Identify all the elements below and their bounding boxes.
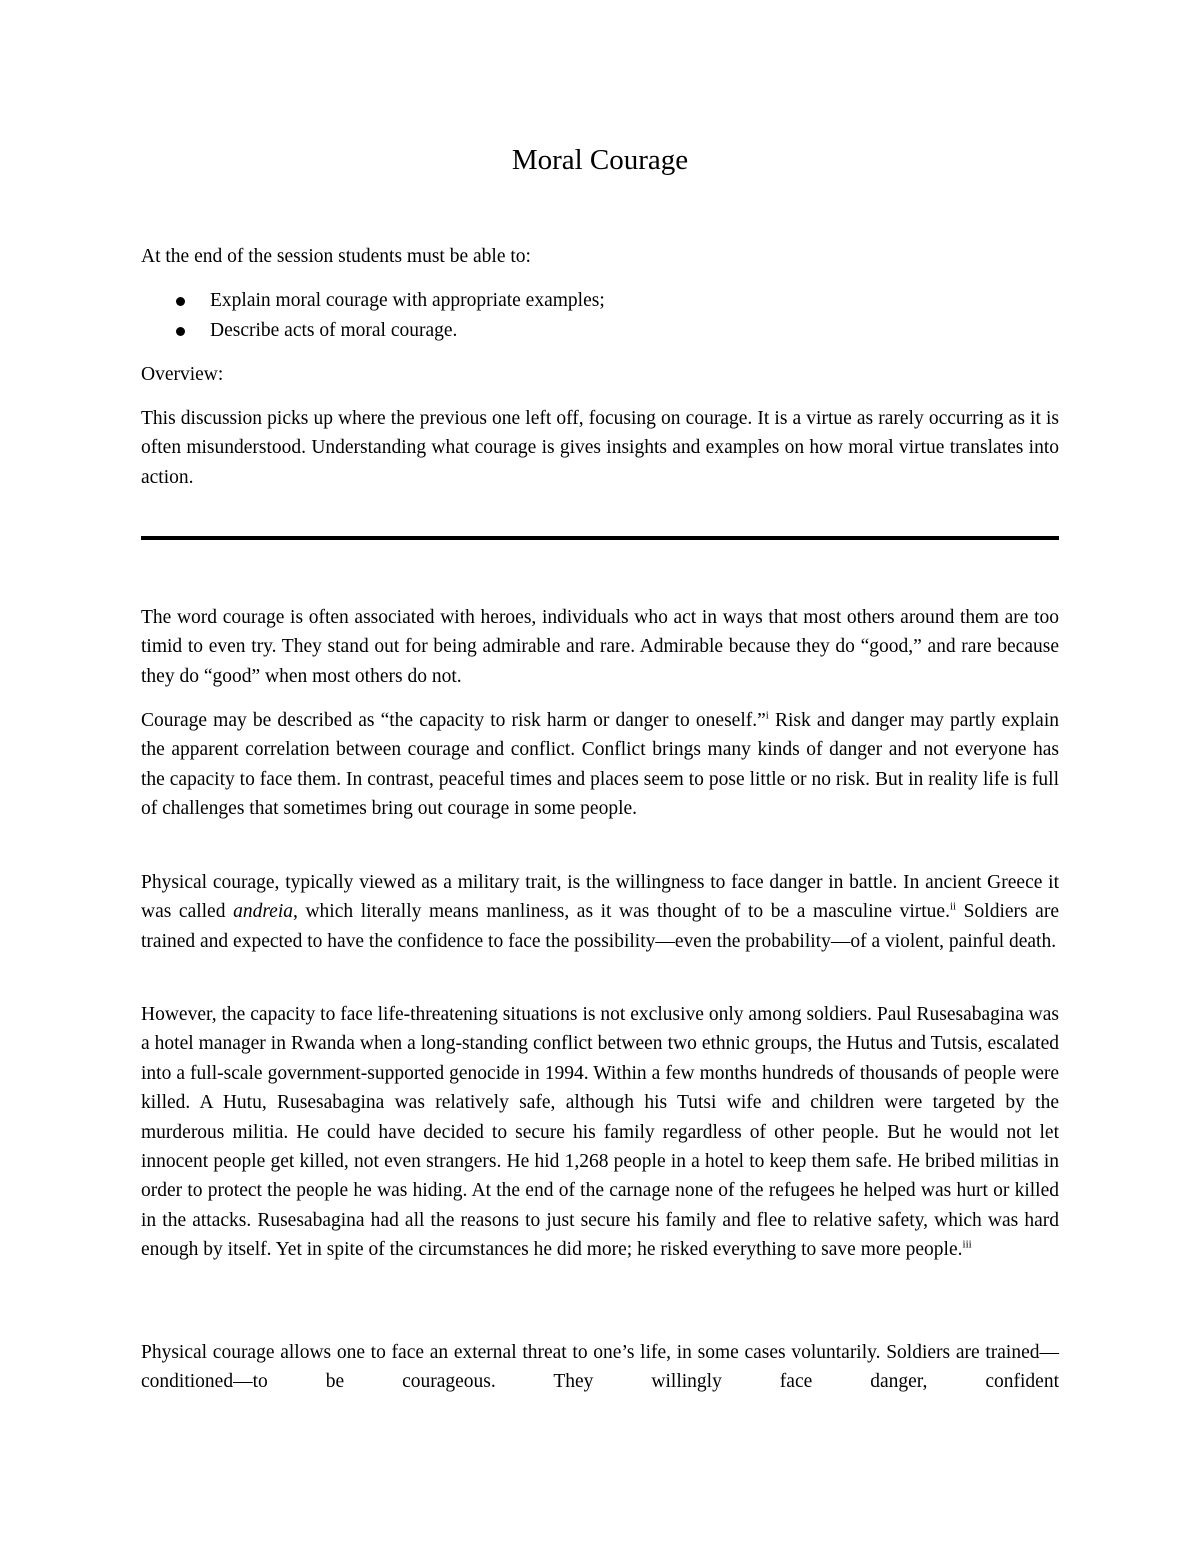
paragraph-text: Risk and danger may partly explain the apparent correlation between courage and conflict. Conflict brings many kinds of danger and not everyone has the capacity to face them. In contrast, peaceful times and places seem to pose little or no risk. But in reality life is full of challenges that sometimes bring out courage in some people. (141, 710, 1059, 820)
list-item (141, 316, 1059, 346)
paragraph-text: However, the capacity to face life-threatening situations is not exclusive only among soldiers. Paul Rusesabagina was a hotel manager in Rwanda when a long-standing conflict between two ethnic groups, the Hutus and Tutsis, escalated into a full-scale government-supported genocide in 1994. Within a few months hundreds of thousands of people were killed. A Hutu, Rusesabagina was relatively safe, although his Tutsi wife and children were targeted by the murderous militia. He could have decided to secure his family regardless of other people. But he would not let innocent people get killed, not even strangers. He hid 1,268 people in a hotel to keep them safe. He bribed militias in order to protect the people he was hiding. At the end of the carnage none of the refugees he helped was hurt or killed in the attacks. Rusesabagina had all the reasons to just secure his family and flee to relative safety, which was hard enough by itself. Yet in spite of the circumstances he did more; he risked everything to save more people. (141, 1004, 1059, 1261)
paragraph-text: , which literally means manliness, as it was thought of to be a masculine virtue. (293, 901, 950, 923)
paragraph-courage-heroes: The word courage is often associated with heroes, individuals who act in ways that most others around them are too timid to even try. They stand out for being admirable and rare. Admirable because they do “good,” and rare because they do “good” when most others do not. (141, 607, 1059, 687)
paragraph-rusesabagina (141, 1000, 1059, 1265)
emphasized-term: andreia (233, 901, 294, 923)
document-title: Moral Courage (511, 144, 689, 176)
endnote-marker: iii (962, 1238, 972, 1251)
bullet-icon (176, 297, 185, 306)
paragraph-external-threat: Physical courage allows one to face an external threat to one’s life, in some cases voluntarily. Soldiers are trained—conditioned—to be courageous. They willingly face danger, confident (141, 1342, 1059, 1393)
objective-text: Explain moral courage with appropriate examples; (210, 290, 605, 311)
objectives-list (141, 286, 1059, 345)
objective-text: Describe acts of moral courage. (210, 319, 458, 341)
paragraph-text: Physical courage, typically viewed as a military trait, is the willingness to face danger in battle. In ancient Greece it was called (141, 872, 1059, 923)
endnote-marker: i (765, 709, 769, 722)
list-item (141, 286, 1059, 316)
paragraph-text: Courage may be described as “the capacity to risk harm or danger to oneself.” (141, 710, 766, 731)
paragraph-physical-courage (141, 868, 1059, 956)
overview-paragraph: This discussion picks up where the previous one left off, focusing on courage. It is a virtue as rarely occurring as it is often misunderstood. Understanding what courage is gives insights and examples on how moral virtue translates into action. (141, 408, 1059, 488)
overview-heading: Overview: (141, 364, 224, 385)
bullet-icon (176, 327, 185, 336)
section-divider (141, 536, 1059, 540)
endnote-marker: ii (949, 900, 957, 913)
session-intro: At the end of the session students must be able to: (141, 246, 531, 267)
paragraph-courage-definition (141, 706, 1059, 824)
paragraph-text: Soldiers are trained and expected to have the confidence to face the possibility—even the probability—of a violent, painful death. (141, 901, 1059, 952)
